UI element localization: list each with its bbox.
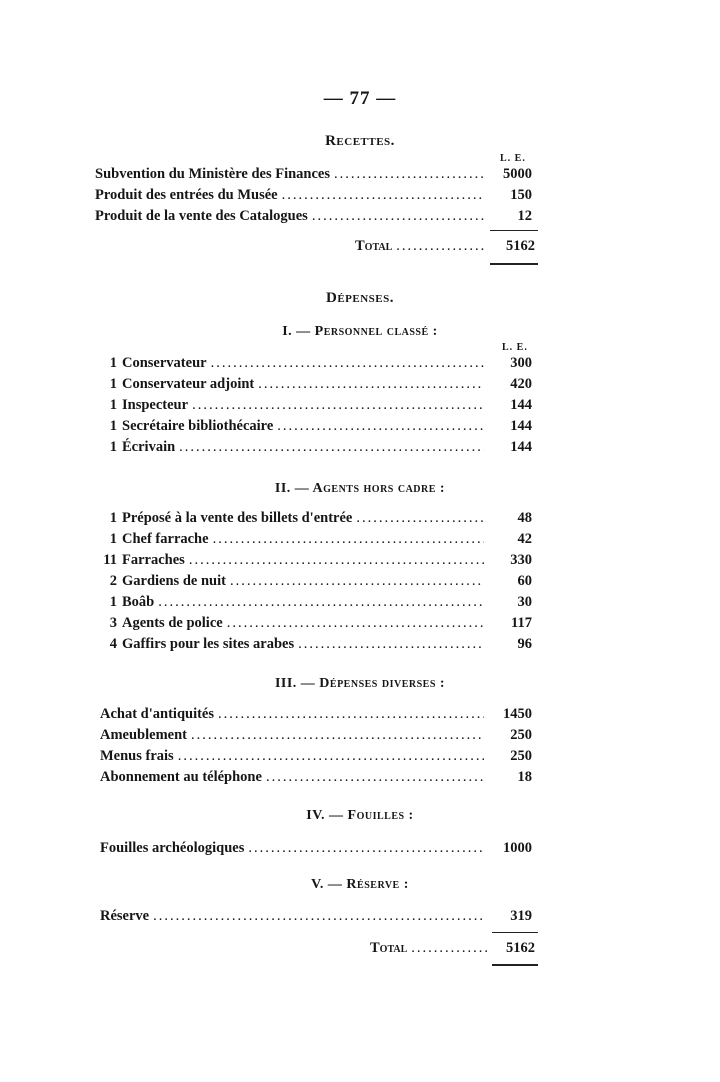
expense-row xyxy=(95,397,532,417)
expense-amount: 1450 xyxy=(503,706,532,722)
expense-label: Agents de police xyxy=(122,615,223,631)
expense-amount: 330 xyxy=(510,552,532,568)
leader-dots xyxy=(227,615,484,632)
expense-amount: 144 xyxy=(510,418,532,434)
expense-row xyxy=(95,594,532,614)
recettes-total-row xyxy=(355,238,535,258)
expense-qty: 1 xyxy=(109,376,117,392)
leader-dots xyxy=(218,706,484,723)
expense-label: Gaffirs pour les sites arabes xyxy=(122,636,295,652)
expense-qty: 1 xyxy=(109,355,117,371)
expense-label: Conservateur xyxy=(122,355,207,371)
expense-qty: 2 xyxy=(109,573,117,589)
leader-dots xyxy=(230,573,484,590)
expense-row xyxy=(95,439,532,459)
recettes-row-label: Produit de la vente des Catalogues xyxy=(95,208,308,224)
total-amount: 5162 xyxy=(506,940,535,956)
expense-amount: 30 xyxy=(517,594,532,610)
expense-qty: 4 xyxy=(109,636,117,652)
section-heading-diverses: III. — Dépenses diverses : xyxy=(274,676,446,691)
recettes-row-amount: 5000 xyxy=(503,166,532,182)
expense-amount: 144 xyxy=(510,397,532,413)
leader-dots xyxy=(282,187,484,204)
recettes-row-amount: 150 xyxy=(510,187,532,203)
expense-row xyxy=(95,573,532,593)
recettes-unit-label: L. E. xyxy=(500,153,526,164)
section-heading-fouilles: IV. — Fouilles : xyxy=(306,808,414,823)
expense-label: Ameublement xyxy=(100,727,187,743)
total-amount: 5162 xyxy=(506,238,535,254)
leader-dots xyxy=(258,376,484,393)
expense-row xyxy=(100,908,532,928)
expense-label: Préposé à la vente des billets d'entrée xyxy=(122,510,353,526)
total-label: Total xyxy=(370,940,408,956)
expense-qty: 1 xyxy=(109,439,117,455)
expense-label: Secrétaire bibliothécaire xyxy=(122,418,274,434)
expense-label: Gardiens de nuit xyxy=(122,573,226,589)
recettes-row xyxy=(95,187,532,207)
section-heading-agents: II. — Agents hors cadre : xyxy=(274,481,446,496)
expense-row xyxy=(95,552,532,572)
expense-amount: 117 xyxy=(511,615,532,631)
expense-label: Farraches xyxy=(122,552,185,568)
sum-rule xyxy=(492,932,538,933)
expense-row xyxy=(95,636,532,656)
expense-qty: 1 xyxy=(109,594,117,610)
expense-label: Abonnement au téléphone xyxy=(100,769,262,785)
recettes-row-label: Subvention du Ministère des Finances xyxy=(95,166,330,182)
expense-label: Conservateur adjoint xyxy=(122,376,255,392)
expense-row xyxy=(100,727,532,747)
expense-qty: 3 xyxy=(109,615,117,631)
page-number: — 77 — xyxy=(323,88,397,109)
expense-row xyxy=(95,376,532,396)
expense-amount: 319 xyxy=(510,908,532,924)
expense-qty: 1 xyxy=(109,418,117,434)
expense-qty: 1 xyxy=(109,397,117,413)
depenses-heading: Dépenses. xyxy=(326,290,394,306)
depenses-unit-label: L. E. xyxy=(502,342,528,353)
leader-dots xyxy=(178,748,484,765)
expense-label: Écrivain xyxy=(122,439,176,455)
expense-row xyxy=(100,706,532,726)
expense-amount: 144 xyxy=(510,439,532,455)
expense-label: Chef farrache xyxy=(122,531,209,547)
leader-dots xyxy=(191,727,484,744)
expense-qty: 11 xyxy=(103,552,117,568)
leader-dots xyxy=(248,840,484,857)
leader-dots xyxy=(158,594,484,611)
section-heading-personnel: I. — Personnel classé : xyxy=(282,324,438,339)
expense-amount: 250 xyxy=(510,748,532,764)
leader-dots xyxy=(266,769,484,786)
expense-amount: 42 xyxy=(517,531,532,547)
expense-amount: 60 xyxy=(517,573,532,589)
total-rule xyxy=(490,263,538,265)
leader-dots xyxy=(277,418,484,435)
leader-dots xyxy=(396,238,487,255)
recettes-row xyxy=(95,208,532,228)
leader-dots xyxy=(298,636,484,653)
recettes-heading: Recettes. xyxy=(325,133,395,149)
recettes-row-label: Produit des entrées du Musée xyxy=(95,187,278,203)
leader-dots xyxy=(189,552,484,569)
expense-row xyxy=(100,769,532,789)
leader-dots xyxy=(334,166,484,183)
expense-amount: 96 xyxy=(517,636,532,652)
leader-dots xyxy=(312,208,484,225)
expense-amount: 420 xyxy=(510,376,532,392)
expense-amount: 250 xyxy=(510,727,532,743)
expense-label: Achat d'antiquités xyxy=(100,706,215,722)
expense-row xyxy=(100,840,532,860)
expense-row xyxy=(100,748,532,768)
expense-qty: 1 xyxy=(109,510,117,526)
expense-label: Réserve xyxy=(100,908,150,924)
total-label: Total xyxy=(355,238,393,254)
expense-amount: 1000 xyxy=(503,840,532,856)
expense-amount: 18 xyxy=(517,769,532,785)
leader-dots xyxy=(179,439,484,456)
recettes-row-amount: 12 xyxy=(517,208,532,224)
expense-amount: 300 xyxy=(510,355,532,371)
sum-rule xyxy=(490,230,538,231)
expense-qty: 1 xyxy=(109,531,117,547)
expense-label: Menus frais xyxy=(100,748,174,764)
leader-dots xyxy=(213,531,484,548)
expense-row xyxy=(95,615,532,635)
expense-label: Fouilles archéologiques xyxy=(100,840,245,856)
depenses-total-row xyxy=(370,940,535,960)
expense-row xyxy=(95,355,532,375)
leader-dots xyxy=(356,510,484,527)
expense-label: Inspecteur xyxy=(122,397,189,413)
leader-dots xyxy=(153,908,484,925)
leader-dots xyxy=(411,940,487,957)
recettes-row xyxy=(95,166,532,186)
expense-row xyxy=(95,531,532,551)
section-heading-reserve: V. — Réserve : xyxy=(311,877,409,892)
expense-amount: 48 xyxy=(517,510,532,526)
total-rule xyxy=(492,964,538,966)
expense-label: Boâb xyxy=(122,594,155,610)
expense-row xyxy=(95,418,532,438)
expense-row xyxy=(95,510,532,530)
leader-dots xyxy=(211,355,484,372)
leader-dots xyxy=(192,397,484,414)
